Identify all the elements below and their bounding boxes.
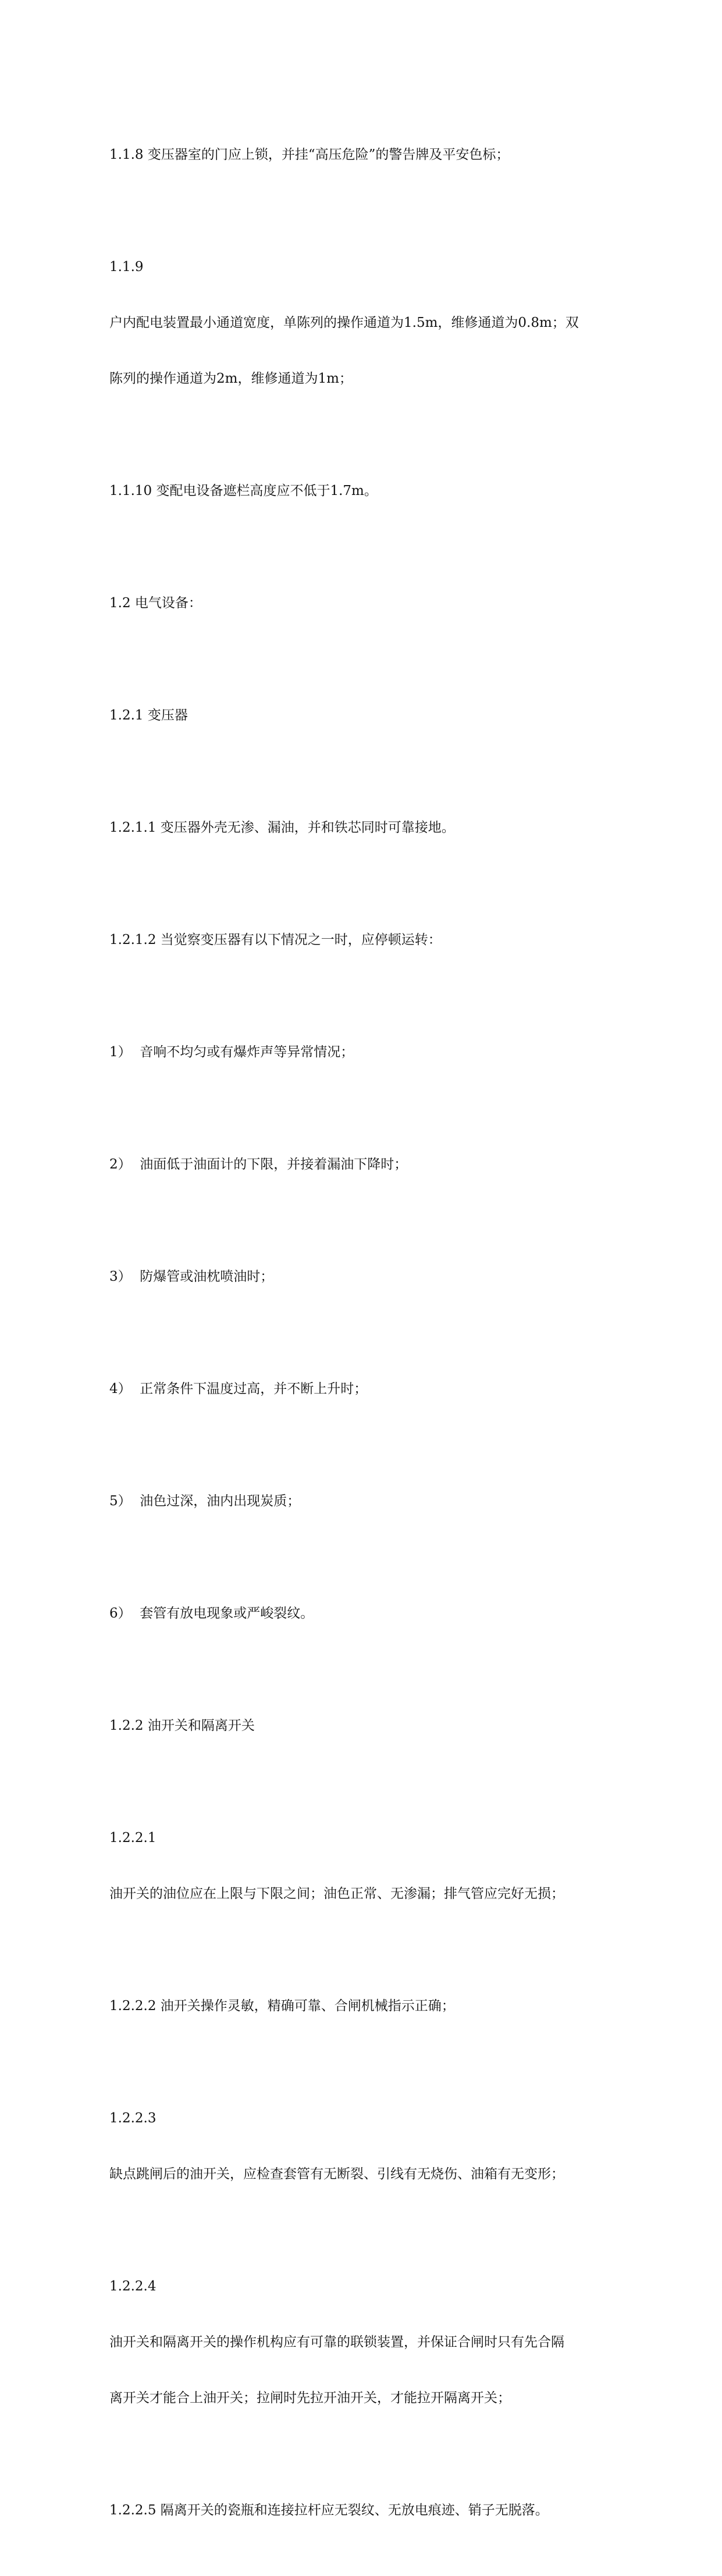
list-item-3 <box>109 1230 621 1323</box>
paragraph-1-2-2-5 <box>109 2464 621 2557</box>
paragraph-1-2-2-4 <box>109 2240 621 2445</box>
paragraph-line: 1.2.1.1 变压器外壳无渗、漏油，并和铁芯同时可靠接地。 <box>109 820 455 835</box>
paragraph-line: 1.2.2.5 隔离开关的瓷瓶和连接拉杆应无裂纹、无放电痕迹、销子无脱落。 <box>109 2503 549 2518</box>
paragraph-line: 离开关才能合上油开关；拉闸时先拉开油开关，才能拉开隔离开关； <box>109 2390 511 2406</box>
list-item-6 <box>109 1567 621 1660</box>
document-body <box>109 108 621 2576</box>
paragraph-1-2-2-2 <box>109 1959 621 2053</box>
paragraph-1-1-9 <box>109 220 621 425</box>
paragraph-1-1-8 <box>109 108 621 201</box>
paragraph-line: 1.1.9 <box>109 259 144 275</box>
paragraph-line: 1.2.1 变压器 <box>109 708 188 723</box>
paragraph-line: 1.2.1.2 当觉察变压器有以下情况之一时，应停顿运转： <box>109 932 442 947</box>
paragraph-line: 1） 音响不均匀或有爆炸声等异常情况； <box>109 1045 354 1060</box>
paragraph-line: 油开关和隔离开关的操作机构应有可靠的联锁装置，并保证合闸时只有先合隔 <box>109 2335 564 2350</box>
paragraph-1-2-2-3 <box>109 2072 621 2221</box>
paragraph-line: 5） 油色过深，油内出现炭质； <box>109 1494 301 1509</box>
paragraph-line: 1.2.2 油开关和隔离开关 <box>109 1718 255 1733</box>
paragraph-line: 户内配电装置最小通道宽度，单陈列的操作通道为1.5m，维修通道为0.8m；双 <box>109 315 579 330</box>
paragraph-line: 缺点跳闸后的油开关，应检查套管有无断裂、引线有无烧伤、油箱有无变形； <box>109 2167 564 2182</box>
paragraph-line: 1.2 电气设备： <box>109 596 202 611</box>
paragraph-1-2-2-1 <box>109 1791 621 1940</box>
paragraph-1-2-1-2 <box>109 893 621 986</box>
list-item-2 <box>109 1118 621 1211</box>
paragraph-line: 2） 油面低于油面计的下限，并接着漏油下降时； <box>109 1157 408 1172</box>
list-item-1 <box>109 1006 621 1099</box>
paragraph-line: 1.1.10 变配电设备遮栏高度应不低于1.7m。 <box>109 483 378 498</box>
section-heading-1-2-1 <box>109 669 621 762</box>
paragraph-line: 陈列的操作通道为2m，维修通道为1m； <box>109 371 353 386</box>
paragraph-line: 1.1.8 变压器室的门应上锁，并挂“高压危险”的警告牌及平安色标； <box>109 147 510 162</box>
paragraph-line: 1.2.2.4 <box>109 2279 157 2294</box>
list-item-4 <box>109 1342 621 1435</box>
paragraph-line: 1.2.2.1 <box>109 1830 157 1845</box>
section-heading-1-2 <box>109 557 621 650</box>
paragraph-line: 4） 正常条件下温度过高，并不断上升时； <box>109 1381 368 1396</box>
paragraph-1-1-10 <box>109 444 621 537</box>
paragraph-line: 3） 防爆管或油枕喷油时； <box>109 1269 274 1284</box>
list-item-5 <box>109 1455 621 1548</box>
paragraph-line: 1.2.2.3 <box>109 2111 157 2126</box>
paragraph-line: 1.2.2.2 油开关操作灵敏，精确可靠、合闸机械指示正确； <box>109 1998 455 2014</box>
paragraph-line: 6） 套管有放电现象或严峻裂纹。 <box>109 1606 314 1621</box>
paragraph-1-2-1-1 <box>109 781 621 874</box>
section-heading-1-2-2 <box>109 1679 621 1772</box>
paragraph-line: 油开关的油位应在上限与下限之间；油色正常、无渗漏；排气管应完好无损； <box>109 1886 564 1901</box>
